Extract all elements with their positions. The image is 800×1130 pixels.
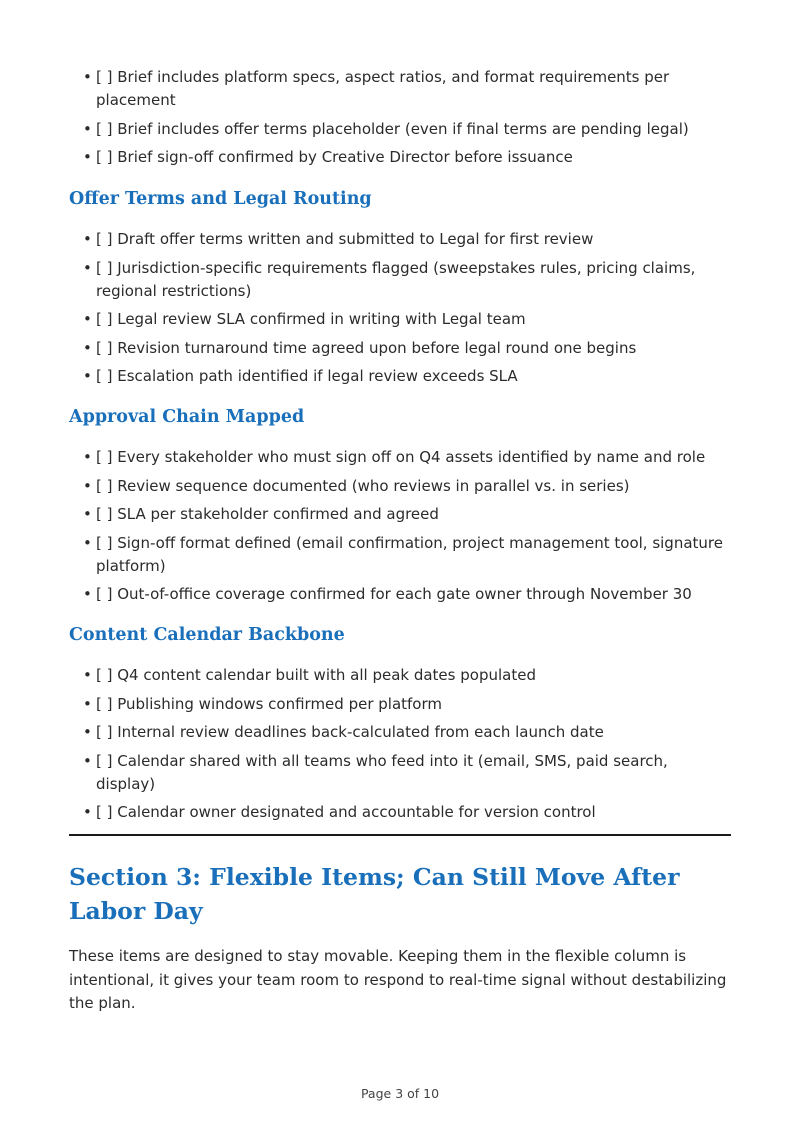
checklist-item: • [ ] Revision turnaround time agreed upon before legal round one begins <box>69 337 731 360</box>
subheading-offer-terms: Offer Terms and Legal Routing <box>69 189 372 209</box>
checklist-item: • [ ] Brief includes platform specs, aspect ratios, and format requirements per placement <box>69 66 731 112</box>
offer-terms-checklist <box>69 228 731 388</box>
page-content <box>69 66 731 1016</box>
checklist-item: • [ ] Internal review deadlines back-calculated from each launch date <box>69 721 731 744</box>
checklist-item: • [ ] Draft offer terms written and submitted to Legal for first review <box>69 228 731 251</box>
checklist-item: • [ ] Calendar owner designated and accountable for version control <box>69 801 731 824</box>
checklist-item: • [ ] Brief sign-off confirmed by Creative Director before issuance <box>69 146 731 169</box>
section-divider <box>69 834 731 836</box>
checklist-item: • [ ] SLA per stakeholder confirmed and agreed <box>69 503 731 526</box>
page-number: Page 3 of 10 <box>360 1086 440 1101</box>
approval-chain-checklist <box>69 446 731 606</box>
checklist-item: • [ ] Jurisdiction-specific requirements flagged (sweepstakes rules, pricing claims, regional restrictions) <box>69 257 731 303</box>
section-3-intro: These items are designed to stay movable. Keeping them in the flexible column is intentional, it gives your team room to respond to real-time signal without destabilizing the plan. <box>69 947 727 1012</box>
checklist-item: • [ ] Q4 content calendar built with all peak dates populated <box>69 664 731 687</box>
section-3-title: Section 3: Flexible Items; Can Still Move After Labor Day <box>69 863 680 925</box>
checklist-item: • [ ] Legal review SLA confirmed in writing with Legal team <box>69 308 731 331</box>
checklist-item: • [ ] Out-of-office coverage confirmed for each gate owner through November 30 <box>69 583 731 606</box>
checklist-item: • [ ] Sign-off format defined (email confirmation, project management tool, signature platform) <box>69 532 731 578</box>
checklist-item: • [ ] Escalation path identified if legal review exceeds SLA <box>69 365 731 388</box>
checklist-item: • [ ] Publishing windows confirmed per platform <box>69 693 731 716</box>
brief-checklist <box>69 66 731 169</box>
subheading-content-calendar: Content Calendar Backbone <box>69 625 345 645</box>
subheading-approval-chain: Approval Chain Mapped <box>69 407 305 427</box>
checklist-item: • [ ] Calendar shared with all teams who feed into it (email, SMS, paid search, display) <box>69 750 731 796</box>
checklist-item: • [ ] Brief includes offer terms placeholder (even if final terms are pending legal) <box>69 118 731 141</box>
checklist-item: • [ ] Review sequence documented (who reviews in parallel vs. in series) <box>69 475 731 498</box>
checklist-item: • [ ] Every stakeholder who must sign off on Q4 assets identified by name and role <box>69 446 731 469</box>
content-calendar-checklist <box>69 664 731 824</box>
